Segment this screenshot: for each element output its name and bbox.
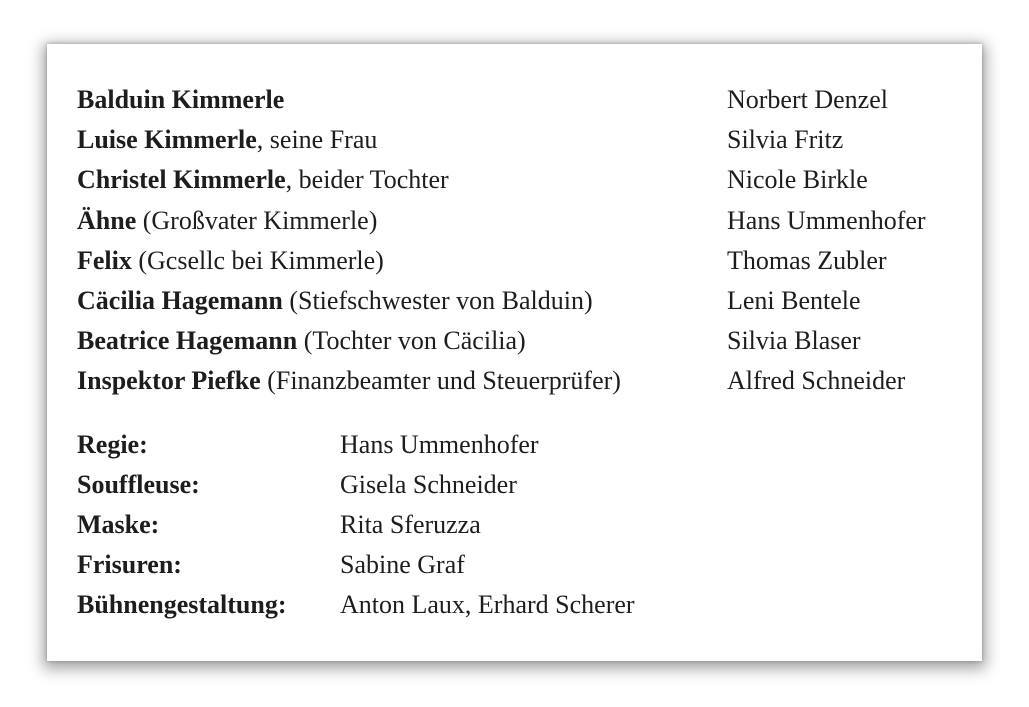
role-description: (Tochter von Cäcilia) xyxy=(297,326,526,356)
crew-member-name: Sabine Graf xyxy=(340,550,465,579)
crew-role-label: Regie: xyxy=(77,430,148,459)
cast-row xyxy=(77,205,967,245)
crew-member-name: Rita Sferuzza xyxy=(340,510,481,539)
actor-name: Silvia Fritz xyxy=(727,125,844,155)
actor-name: Thomas Zubler xyxy=(727,245,887,275)
actor-name: Nicole Birkle xyxy=(727,165,868,195)
crew-row xyxy=(77,589,967,629)
role-name: Felix xyxy=(77,245,132,275)
role-name: Ähne xyxy=(77,205,137,235)
role-description: (Stiefschwester von Balduin) xyxy=(282,285,593,315)
cast-row xyxy=(77,365,967,405)
crew-member-name: Gisela Schneider xyxy=(340,470,517,499)
cast-list xyxy=(77,84,967,406)
crew-list xyxy=(77,429,967,629)
crew-role-label: Frisuren: xyxy=(77,550,182,579)
cast-row xyxy=(77,245,967,285)
role-description: , seine Frau xyxy=(256,125,378,155)
crew-row xyxy=(77,509,967,549)
crew-role-label: Souffleuse: xyxy=(77,470,200,499)
actor-name: Norbert Denzel xyxy=(727,85,888,114)
role-description: , beider Tochter xyxy=(285,165,449,195)
crew-role-label: Bühnengestaltung: xyxy=(77,590,287,619)
role-description: (Großvater Kimmerle) xyxy=(136,205,378,235)
actor-name: Silvia Blaser xyxy=(727,326,861,356)
cast-row xyxy=(77,124,967,164)
crew-row xyxy=(77,549,967,589)
role-name: Christel Kimmerle xyxy=(77,165,286,195)
crew-member-name: Hans Ummenhofer xyxy=(340,430,539,459)
crew-row xyxy=(77,469,967,509)
role-description: (Finanzbeamter und Steuerprüfer) xyxy=(260,366,621,396)
role-name: Inspektor Piefke xyxy=(77,366,261,396)
role-name: Luise Kimmerle xyxy=(77,125,257,155)
actor-name: Alfred Schneider xyxy=(727,366,906,396)
actor-name: Leni Bentele xyxy=(727,285,861,315)
cast-row xyxy=(77,164,967,204)
crew-member-name: Anton Laux, Erhard Scherer xyxy=(340,590,635,619)
cast-row xyxy=(77,84,967,124)
crew-role-label: Maske: xyxy=(77,510,160,539)
role-name: Beatrice Hagemann xyxy=(77,326,298,356)
role-description: (Gcsellc bei Kimmerle) xyxy=(131,245,384,275)
role-name: Balduin Kimmerle xyxy=(77,85,285,114)
cast-row xyxy=(77,285,967,325)
actor-name: Hans Ummenhofer xyxy=(727,205,926,235)
cast-row xyxy=(77,325,967,365)
cast-list-card xyxy=(47,44,982,661)
role-name: Cäcilia Hagemann xyxy=(77,285,283,315)
crew-row xyxy=(77,429,967,469)
